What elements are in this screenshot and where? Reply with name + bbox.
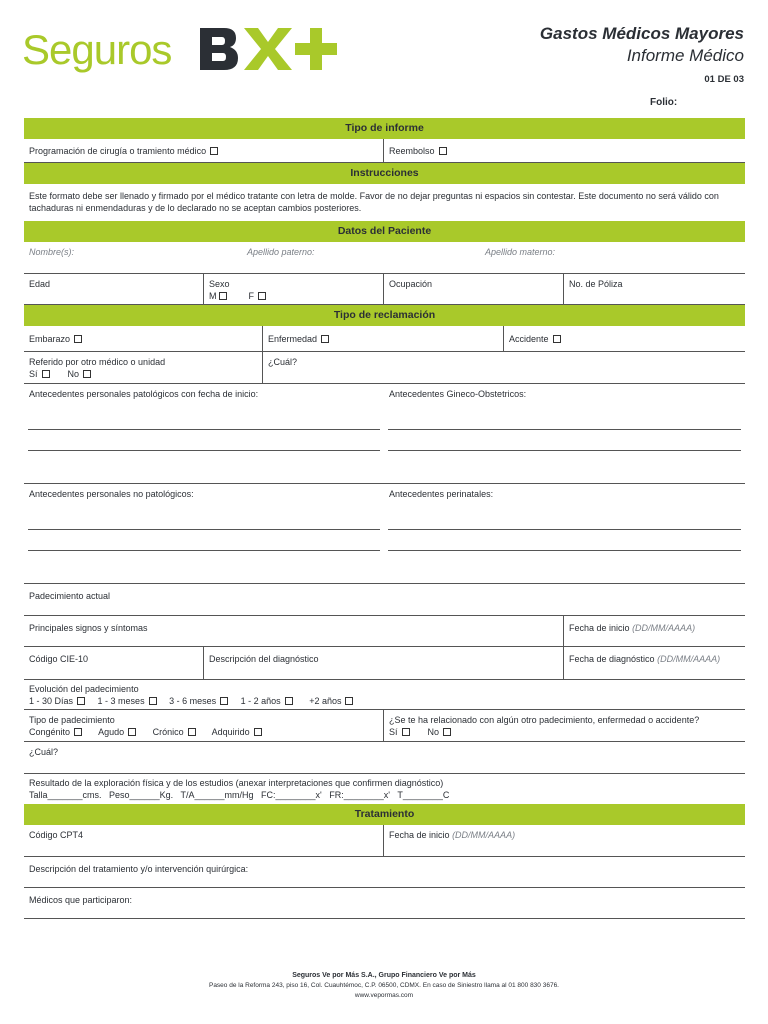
referido-no-label: No	[67, 369, 80, 379]
tipo-padecimiento-label: Tipo de padecimiento	[29, 715, 115, 725]
reembolso-label: Reembolso	[389, 146, 435, 156]
perinatales-line[interactable]	[388, 509, 741, 530]
adquirido-label: Adquirido	[211, 727, 250, 737]
resultado-label: Resultado de la exploración física y de los estudios (anexar interpretaciones que confirmen diagnóstico)	[29, 778, 444, 788]
antecedentes-no-patologicos-label: Antecedentes personales no patológicos:	[29, 489, 194, 499]
ev3-label: 3 - 6 meses	[169, 696, 217, 706]
cronico-checkbox[interactable]	[188, 728, 196, 736]
antecedentes-row-2	[24, 484, 745, 584]
descripcion-diagnostico-field[interactable]: Descripción del diagnóstico	[204, 647, 564, 679]
evolucion-label: Evolución del padecimiento	[29, 684, 139, 694]
accidente-label: Accidente	[509, 334, 549, 344]
form-subtitle: Informe Médico	[626, 46, 744, 65]
fecha-inicio-format: (DD/MM/AAAA)	[632, 623, 696, 633]
sexo-f-checkbox[interactable]	[258, 292, 266, 300]
relacion-no-checkbox[interactable]	[443, 728, 451, 736]
programacion-checkbox[interactable]	[210, 147, 218, 155]
referido-no-checkbox[interactable]	[83, 370, 91, 378]
patologicos-line[interactable]	[28, 451, 380, 472]
ev3-checkbox[interactable]	[220, 697, 228, 705]
gineco-line[interactable]	[388, 409, 741, 430]
relacion-si-checkbox[interactable]	[402, 728, 410, 736]
no-patologicos-line[interactable]	[28, 530, 380, 551]
footer-company: Seguros Ve por Más S.A., Grupo Financiero Ve por Más	[292, 972, 476, 979]
ev5-label: +2 años	[309, 696, 342, 706]
medidas-field[interactable]: Talla_______cms. Peso______Kg. T/A______mm/Hg FC:________x' FR:________x' T________C	[29, 790, 450, 800]
medicos-field[interactable]: Médicos que participaron:	[29, 895, 133, 905]
patologicos-line[interactable]	[28, 409, 380, 430]
embarazo-checkbox[interactable]	[74, 335, 82, 343]
tratamiento-fecha-label: Fecha de inicio	[389, 830, 450, 840]
sexo-f-label: F	[248, 291, 254, 301]
gineco-line[interactable]	[388, 451, 741, 472]
relacion-no-label: No	[427, 727, 440, 737]
signos-row	[24, 616, 745, 647]
sexo-m-checkbox[interactable]	[219, 292, 227, 300]
brand-logo	[22, 22, 342, 78]
nombre-field[interactable]: Nombre(s):	[29, 247, 75, 257]
enfermedad-checkbox[interactable]	[321, 335, 329, 343]
ocupacion-field[interactable]: Ocupación	[384, 274, 564, 304]
tratamiento-fecha-format: (DD/MM/AAAA)	[452, 830, 516, 840]
enfermedad-label: Enfermedad	[268, 334, 318, 344]
apellido-materno-field[interactable]: Apellido materno:	[485, 247, 556, 257]
footer-web[interactable]: www.vepormas.com	[354, 992, 414, 999]
datos-row	[24, 274, 745, 305]
gineco-line[interactable]	[388, 430, 741, 451]
section-instrucciones: Instrucciones	[24, 163, 745, 184]
perinatales-line[interactable]	[388, 551, 741, 572]
section-tipo-reclamacion: Tipo de reclamación	[24, 305, 745, 326]
antecedentes-patologicos-label: Antecedentes personales patológicos con fecha de inicio:	[29, 389, 259, 399]
sexo-m-label: M	[209, 291, 217, 301]
signos-field[interactable]: Principales signos y síntomas	[24, 616, 564, 646]
agudo-label: Agudo	[98, 727, 125, 737]
bx-plus-logo-icon	[196, 24, 356, 74]
referido-cual-field[interactable]: ¿Cuál?	[268, 357, 298, 367]
fecha-diagnostico-label: Fecha de diagnóstico	[569, 654, 655, 664]
referido-label: Referido por otro médico o unidad	[29, 357, 166, 367]
medicos-row	[24, 888, 745, 919]
apellido-paterno-field[interactable]: Apellido paterno:	[247, 247, 315, 257]
cual-row	[24, 742, 745, 774]
diagnostico-row	[24, 647, 745, 680]
footer-address: Paseo de la Reforma 243, piso 16, Col. Cuauhtémoc, C.P. 06500, CDMX. En caso de Siniestro llama al 01 800 830 3676.	[208, 982, 559, 989]
agudo-checkbox[interactable]	[128, 728, 136, 736]
footer	[0, 971, 768, 1001]
section-datos-paciente: Datos del Paciente	[24, 221, 745, 242]
ev1-label: 1 - 30 Días	[29, 696, 74, 706]
patologicos-line[interactable]	[28, 430, 380, 451]
fecha-inicio-label: Fecha de inicio	[569, 623, 630, 633]
ev4-checkbox[interactable]	[285, 697, 293, 705]
fecha-diagnostico-format: (DD/MM/AAAA)	[657, 654, 721, 664]
cronico-label: Crónico	[152, 727, 184, 737]
cie10-field[interactable]: Código CIE-10	[24, 647, 204, 679]
ev4-label: 1 - 2 años	[240, 696, 281, 706]
relacion-label: ¿Se te ha relacionado con algún otro padecimiento, enfermedad o accidente?	[389, 715, 700, 725]
tipo-informe-row	[24, 139, 745, 163]
programacion-label: Programación de cirugía o tramiento médico	[29, 146, 207, 156]
tratamiento-fecha-field[interactable]	[384, 825, 745, 856]
congenito-label: Congénito	[29, 727, 71, 737]
medical-report-form	[24, 118, 745, 919]
reembolso-checkbox[interactable]	[439, 147, 447, 155]
page-counter: 01 DE 03	[704, 74, 744, 85]
section-tipo-informe: Tipo de informe	[24, 118, 745, 139]
relacion-si-label: Sí	[389, 727, 398, 737]
referido-si-checkbox[interactable]	[42, 370, 50, 378]
perinatales-line[interactable]	[388, 530, 741, 551]
descripcion-row	[24, 857, 745, 888]
edad-field[interactable]: Edad	[24, 274, 204, 304]
form-title: Gastos Médicos Mayores	[539, 24, 744, 43]
no-patologicos-line[interactable]	[28, 551, 380, 572]
embarazo-label: Embarazo	[29, 334, 71, 344]
cual-field[interactable]: ¿Cuál?	[29, 747, 59, 757]
poliza-field[interactable]: No. de Póliza	[569, 279, 623, 289]
cpt4-field[interactable]: Código CPT4	[24, 825, 384, 856]
evolucion-row	[24, 680, 745, 710]
antecedentes-row-1	[24, 384, 745, 484]
adquirido-checkbox[interactable]	[254, 728, 262, 736]
congenito-checkbox[interactable]	[74, 728, 82, 736]
antecedentes-perinatales-label: Antecedentes perinatales:	[389, 489, 494, 499]
instrucciones-text: Este formato debe ser llenado y firmado por el médico tratante con letra de molde. Favor de no dejar preguntas ni espacios sin contestar. Este documento no será válido con tachaduras ni enmendaduras y de lo declarado no se aceptan cambios posteriores.	[29, 191, 719, 213]
tipo-padecimiento-row	[24, 710, 745, 742]
descripcion-tratamiento-field[interactable]: Descripción del tratamiento y/o intervención quirúrgica:	[29, 864, 249, 874]
nombre-row	[24, 242, 745, 274]
accidente-checkbox[interactable]	[553, 335, 561, 343]
resultado-row	[24, 774, 745, 804]
folio-label: Folio:	[650, 97, 678, 108]
ev5-checkbox[interactable]	[345, 697, 353, 705]
ev1-checkbox[interactable]	[77, 697, 85, 705]
ev2-label: 1 - 3 meses	[97, 696, 145, 706]
padecimiento-actual-row	[24, 584, 745, 616]
referido-row	[24, 352, 745, 384]
ev2-checkbox[interactable]	[149, 697, 157, 705]
no-patologicos-line[interactable]	[28, 509, 380, 530]
antecedentes-gineco-label: Antecedentes Gineco-Obstetricos:	[389, 389, 527, 399]
brand-word: Seguros	[22, 26, 172, 73]
fecha-diagnostico-field[interactable]	[564, 647, 745, 679]
fecha-inicio-field[interactable]	[564, 616, 745, 646]
referido-si-label: Sí	[29, 369, 38, 379]
padecimiento-actual-field[interactable]: Padecimiento actual	[29, 591, 111, 601]
sexo-label: Sexo	[209, 279, 230, 289]
reclamacion-row	[24, 326, 745, 352]
cpt-row	[24, 825, 745, 857]
section-tratamiento: Tratamiento	[24, 804, 745, 825]
